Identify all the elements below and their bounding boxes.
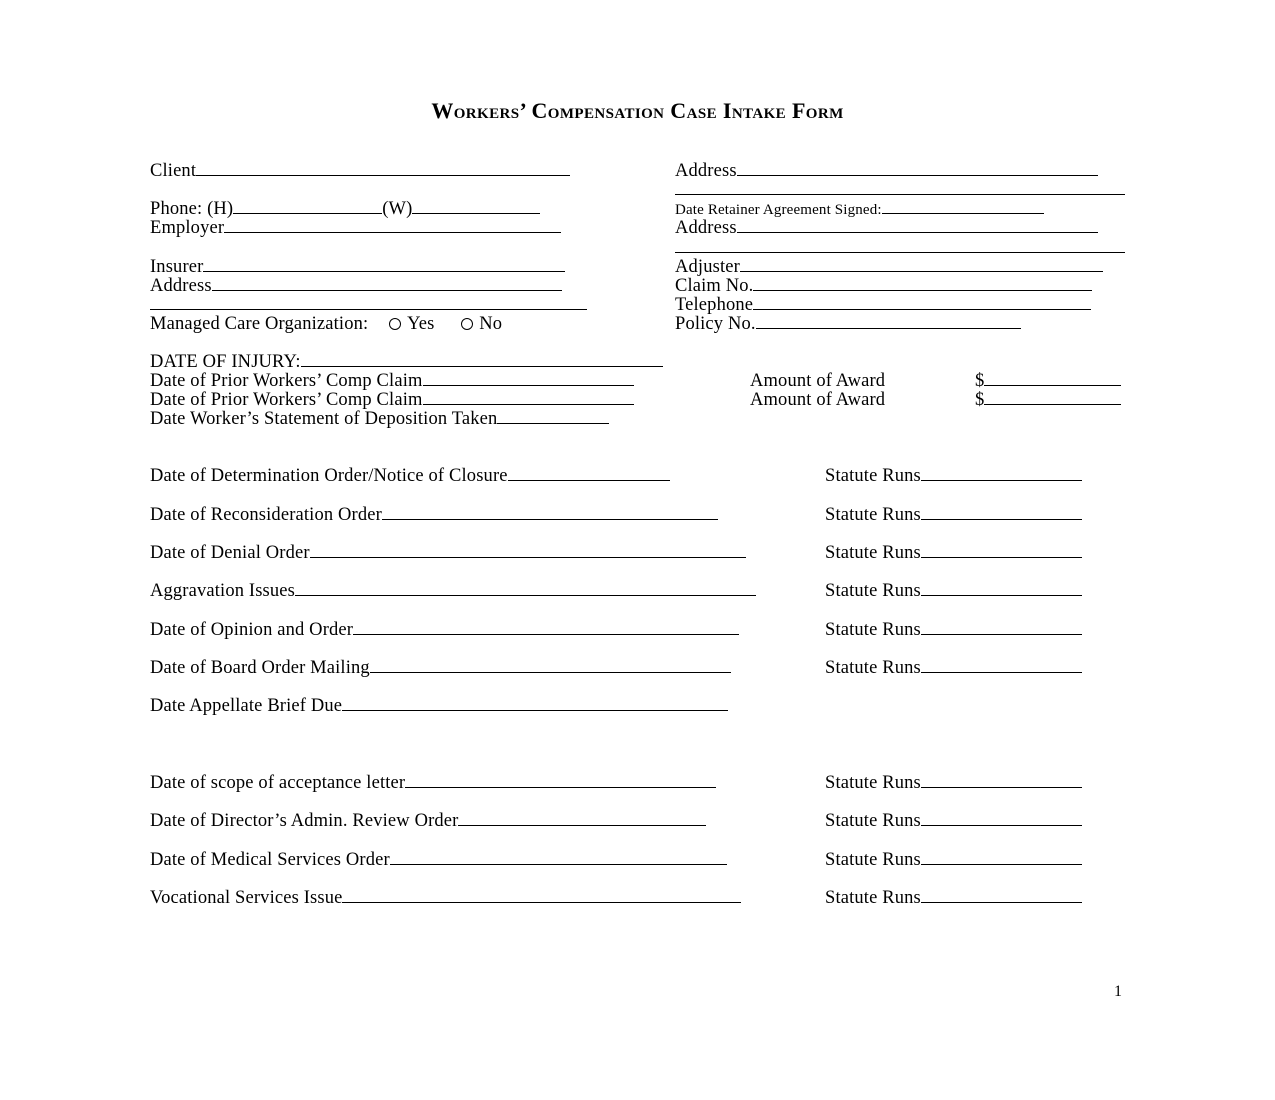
radio-circle-icon[interactable] [389, 318, 401, 330]
statute-runs-label: Statute Runs [825, 620, 921, 640]
adjuster-label: Adjuster [675, 257, 740, 277]
order-field[interactable] [150, 657, 731, 679]
employer-field[interactable] [150, 217, 561, 239]
statute-runs-label: Statute Runs [825, 581, 921, 601]
phone-home-label: Phone: (H) [150, 199, 234, 219]
insurer-address-label: Address [150, 276, 212, 296]
order-label: Date of Board Order Mailing [150, 658, 370, 678]
page-title: Workers’ Compensation Case Intake Form [431, 98, 844, 123]
order-label: Date of Determination Order/Notice of Closure [150, 466, 508, 486]
radio-circle-icon[interactable] [461, 318, 473, 330]
statute-runs-field[interactable] [825, 542, 1082, 564]
prior-claim-label: Date of Prior Workers’ Comp Claim [150, 371, 423, 391]
managed-care-yes[interactable] [389, 313, 434, 335]
order-field[interactable] [150, 810, 706, 832]
policy-no-field[interactable] [675, 313, 1021, 335]
amount-of-award-label: Amount of Award [750, 371, 886, 391]
order-label: Aggravation Issues [150, 581, 296, 601]
order-field[interactable] [150, 772, 716, 794]
order-label: Vocational Services Issue [150, 888, 343, 908]
order-field[interactable] [150, 504, 718, 526]
statute-runs-field[interactable] [825, 465, 1082, 487]
statute-runs-field[interactable] [825, 887, 1082, 909]
telephone-label: Telephone [675, 295, 754, 315]
policy-no-label: Policy No. [675, 314, 756, 334]
award-amount-field-2[interactable] [975, 389, 1121, 411]
claim-no-label: Claim No. [675, 276, 754, 296]
statute-runs-label: Statute Runs [825, 505, 921, 525]
statute-runs-label: Statute Runs [825, 850, 921, 870]
order-field[interactable] [150, 542, 746, 564]
statute-runs-field[interactable] [825, 619, 1082, 641]
insurer-label: Insurer [150, 257, 204, 277]
order-label: Date of Opinion and Order [150, 620, 354, 640]
order-field[interactable] [150, 849, 727, 871]
statute-runs-label: Statute Runs [825, 543, 921, 563]
statute-runs-field[interactable] [825, 657, 1082, 679]
statute-runs-label: Statute Runs [825, 811, 921, 831]
order-label: Date of scope of acceptance letter [150, 773, 406, 793]
order-field[interactable] [150, 619, 739, 641]
statute-runs-field[interactable] [825, 580, 1082, 602]
order-field[interactable] [150, 695, 728, 717]
statute-runs-label: Statute Runs [825, 888, 921, 908]
currency-label: $ [975, 371, 985, 391]
employer-label: Employer [150, 218, 225, 238]
managed-care-no[interactable] [461, 313, 502, 335]
order-field[interactable] [150, 887, 741, 909]
retainer-label: Date Retainer Agreement Signed: [675, 202, 882, 218]
deposition-date-field[interactable] [150, 408, 609, 430]
statute-runs-field[interactable] [825, 772, 1082, 794]
statute-runs-field[interactable] [825, 849, 1082, 871]
client-address-label: Address [675, 161, 737, 181]
statute-runs-label: Statute Runs [825, 466, 921, 486]
employer-address-label: Address [675, 218, 737, 238]
yes-label: Yes [407, 314, 435, 334]
date-of-injury-label: DATE OF INJURY: [150, 352, 301, 372]
statute-runs-label: Statute Runs [825, 658, 921, 678]
deposition-label: Date Worker’s Statement of Deposition Taken [150, 409, 498, 429]
statute-runs-label: Statute Runs [825, 773, 921, 793]
employer-address-field[interactable] [675, 217, 1098, 239]
amount-of-award-label: Amount of Award [750, 390, 886, 410]
statute-runs-field[interactable] [825, 810, 1082, 832]
order-field[interactable] [150, 465, 670, 487]
client-label: Client [150, 161, 197, 181]
statute-runs-field[interactable] [825, 504, 1082, 526]
page-number: 1 [1114, 983, 1123, 1000]
phone-work-label: (W) [382, 199, 413, 219]
no-label: No [479, 314, 503, 334]
order-label: Date of Denial Order [150, 543, 310, 563]
order-label: Date of Director’s Admin. Review Order [150, 811, 459, 831]
order-label: Date Appellate Brief Due [150, 696, 343, 716]
managed-care-row [150, 313, 502, 335]
client-address-line2[interactable] [675, 179, 1125, 201]
currency-label: $ [975, 390, 985, 410]
order-label: Date of Reconsideration Order [150, 505, 382, 525]
prior-claim-label: Date of Prior Workers’ Comp Claim [150, 390, 423, 410]
order-field[interactable] [150, 580, 756, 602]
order-label: Date of Medical Services Order [150, 850, 390, 870]
client-field[interactable] [150, 160, 570, 182]
managed-care-label: Managed Care Organization: [150, 314, 369, 334]
